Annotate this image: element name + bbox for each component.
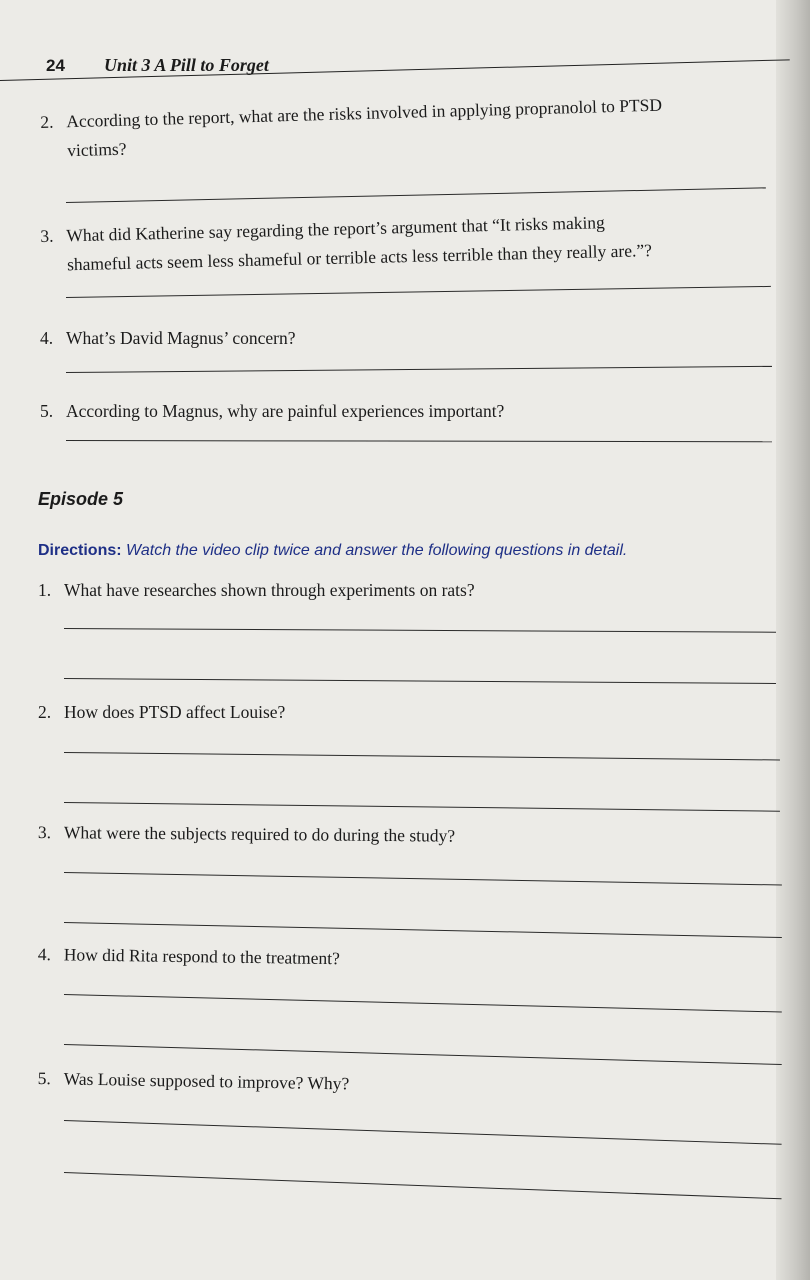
question-text: Was Louise supposed to improve? Why? [63,1068,350,1094]
directions-text: Watch the video clip twice and answer the following questions in detail. [126,542,628,559]
question-number: 4. [37,943,52,965]
question-text: What have researches shown through experiments on rats? [64,580,475,600]
directions [38,542,758,560]
question-text: What’s David Magnus’ concern? [66,328,296,348]
question-number: 5. [37,1067,52,1089]
question-number: 2. [38,702,52,722]
answer-line[interactable] [66,440,772,442]
question-number: 2. [40,111,54,132]
episode5-question-5 [37,1064,737,1105]
page-number: 24 [46,56,65,75]
answer-line[interactable] [64,628,776,633]
question-number: 3. [37,821,52,843]
directions-label: Directions: [38,542,122,559]
question-text-continued: shameful acts seem less shameful or terrible acts less terrible than they really are.”? [66,240,653,275]
answer-line[interactable] [64,1044,782,1065]
answer-line[interactable] [64,678,776,684]
question-number: 5. [40,401,54,421]
episode5-question-2 [38,698,738,727]
answer-line[interactable] [66,187,766,203]
question-number: 1. [38,580,52,600]
answer-line[interactable] [64,1172,782,1199]
answer-line[interactable] [66,286,771,298]
question-text-continued: victims? [66,138,127,161]
answer-line[interactable] [64,1120,782,1145]
question-number: 4. [40,328,54,348]
question-text: According to Magnus, why are painful experiences important? [66,401,505,421]
question-5-top [40,397,740,426]
answer-line[interactable] [64,802,780,812]
question-text: According to the report, what are the risks involved in applying propranolol to PTSD [66,94,663,132]
question-text: What were the subjects required to do during the study? [63,822,456,846]
page-header [0,46,790,86]
question-3-top [40,204,776,280]
episode-title: Episode 5 [38,489,124,509]
answer-line[interactable] [64,752,780,760]
episode5-question-1 [38,576,738,605]
answer-line[interactable] [64,872,782,886]
page-edge-shadow [776,0,810,1280]
episode5-question-4 [38,940,738,979]
unit-title: Unit 3 A Pill to Forget [104,55,269,75]
question-4-top [40,324,740,353]
question-text: What did Katherine say regarding the report’s argument that “It risks making [66,212,606,246]
answer-line[interactable] [64,994,782,1013]
question-text: How does PTSD affect Louise? [64,702,286,722]
question-text: How did Rita respond to the treatment? [63,944,340,969]
answer-line[interactable] [66,366,772,373]
episode5-question-3 [38,818,738,853]
question-number: 3. [40,225,54,246]
question-2-top [40,88,771,166]
answer-line[interactable] [64,922,782,938]
